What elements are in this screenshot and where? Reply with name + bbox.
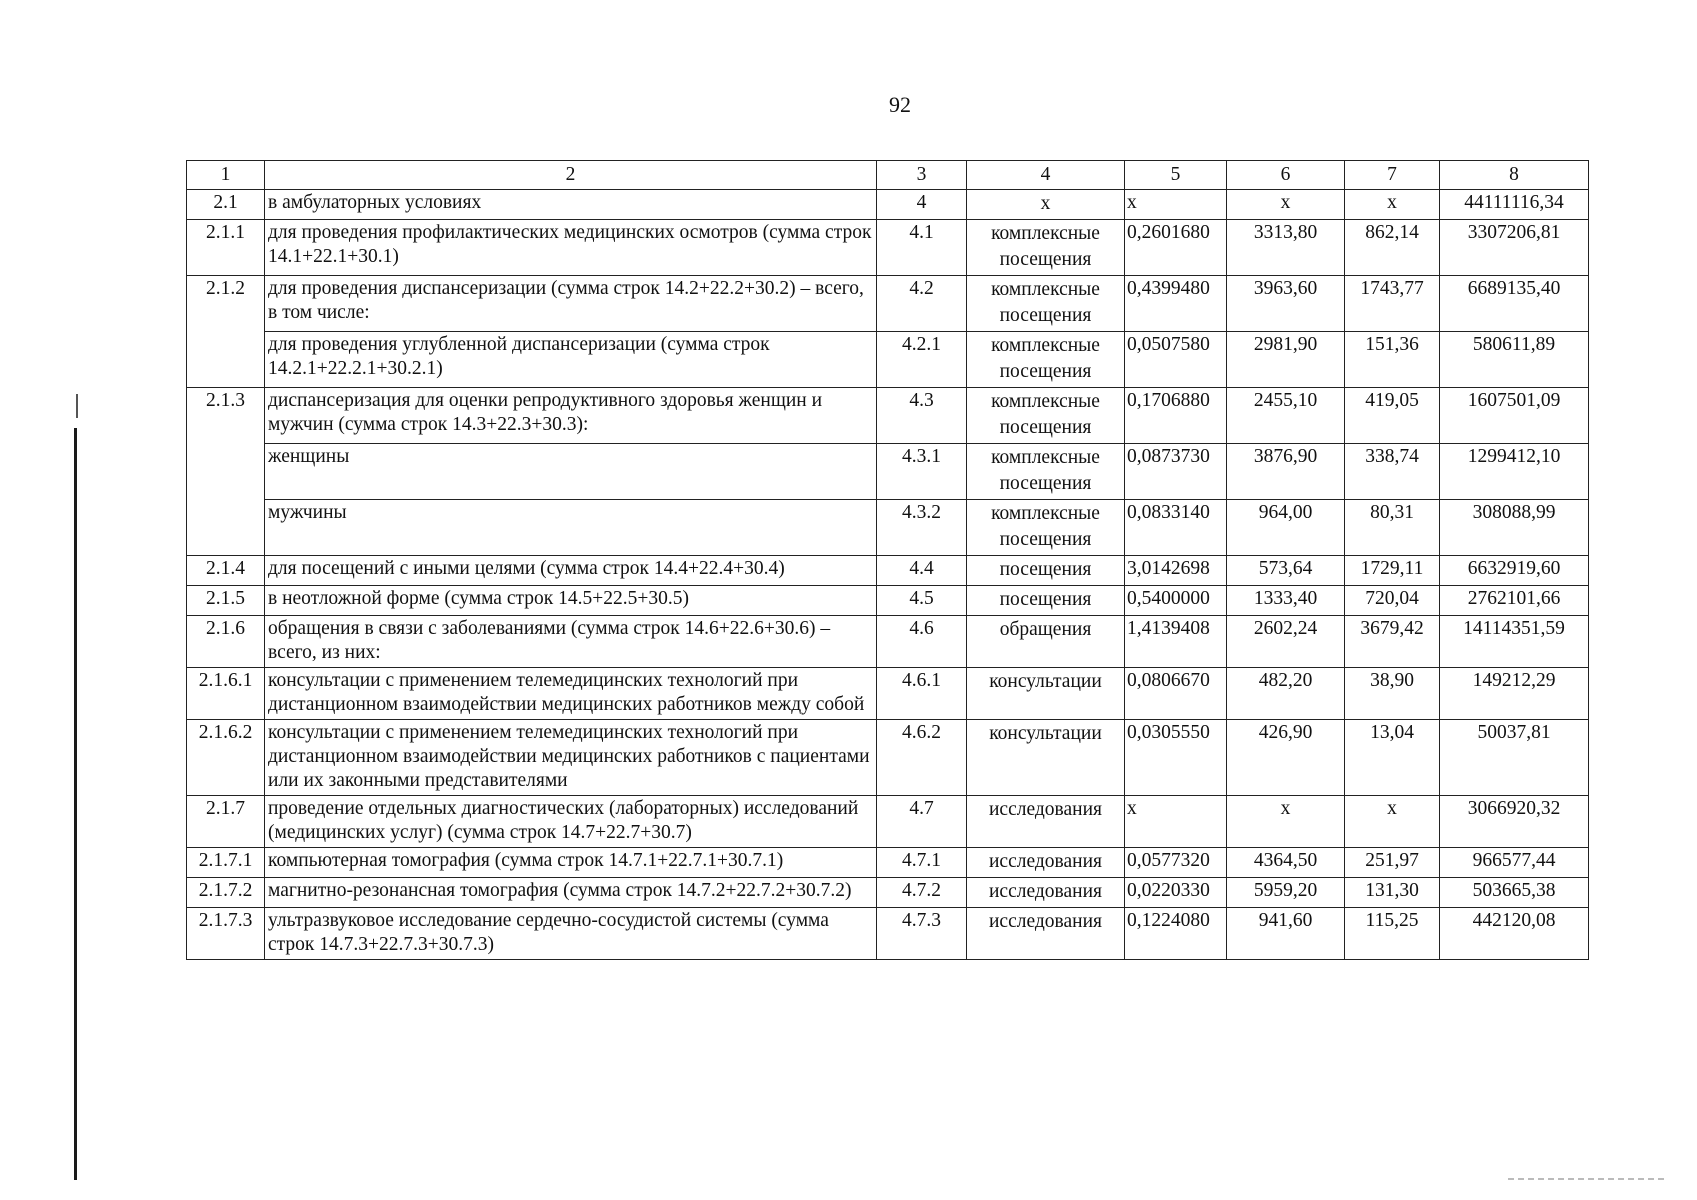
row-norm-cell: 0,0806670 xyxy=(1125,668,1227,720)
row-code-cell: 4.2 xyxy=(877,276,967,332)
column-header: 6 xyxy=(1227,161,1345,190)
row-per-capita-cell: 80,31 xyxy=(1345,500,1440,556)
row-total-cell: 6632919,60 xyxy=(1440,556,1589,586)
row-cost-cell: 3876,90 xyxy=(1227,444,1345,500)
row-cost-cell: 2981,90 xyxy=(1227,332,1345,388)
row-unit-cell: комплексные посещения xyxy=(967,332,1125,388)
table-row xyxy=(187,720,1589,796)
row-name-cell: диспансеризация для оценки репродуктивного здоровья женщин и мужчин (сумма строк 14.3+22.3+30.3): xyxy=(265,388,877,444)
row-code-cell: 4 xyxy=(877,190,967,220)
row-norm-cell: 0,0220330 xyxy=(1125,878,1227,908)
row-norm-cell: 1,4139408 xyxy=(1125,616,1227,668)
table-header-row xyxy=(187,161,1589,190)
row-code-cell: 4.6.2 xyxy=(877,720,967,796)
row-cost-cell: 573,64 xyxy=(1227,556,1345,586)
row-per-capita-cell: 419,05 xyxy=(1345,388,1440,444)
row-code-cell: 4.7 xyxy=(877,796,967,848)
row-unit-cell: комплексные посещения xyxy=(967,444,1125,500)
row-number-cell: 2.1 xyxy=(187,190,265,220)
row-number-cell: 2.1.7.3 xyxy=(187,908,265,960)
table-row xyxy=(187,796,1589,848)
row-unit-cell: исследования xyxy=(967,878,1125,908)
row-total-cell: 50037,81 xyxy=(1440,720,1589,796)
row-number-cell: 2.1.3 xyxy=(187,388,265,556)
row-per-capita-cell: 151,36 xyxy=(1345,332,1440,388)
row-unit-cell: исследования xyxy=(967,796,1125,848)
row-cost-cell: х xyxy=(1227,190,1345,220)
row-per-capita-cell: 131,30 xyxy=(1345,878,1440,908)
row-name-cell: магнитно-резонансная томография (сумма строк 14.7.2+22.7.2+30.7.2) xyxy=(265,878,877,908)
row-norm-cell: 0,2601680 xyxy=(1125,220,1227,276)
row-name-cell: женщины xyxy=(265,444,877,500)
row-code-cell: 4.7.3 xyxy=(877,908,967,960)
table-row xyxy=(187,616,1589,668)
column-header: 8 xyxy=(1440,161,1589,190)
row-code-cell: 4.3 xyxy=(877,388,967,444)
row-per-capita-cell: 3679,42 xyxy=(1345,616,1440,668)
row-norm-cell: 0,1706880 xyxy=(1125,388,1227,444)
row-number-cell: 2.1.7.1 xyxy=(187,848,265,878)
row-per-capita-cell: х xyxy=(1345,190,1440,220)
row-unit-cell: обращения xyxy=(967,616,1125,668)
row-number-cell: 2.1.6.2 xyxy=(187,720,265,796)
table-row xyxy=(187,908,1589,960)
row-total-cell: 503665,38 xyxy=(1440,878,1589,908)
row-total-cell: 3066920,32 xyxy=(1440,796,1589,848)
row-number-cell: 2.1.2 xyxy=(187,276,265,388)
row-total-cell: 580611,89 xyxy=(1440,332,1589,388)
row-code-cell: 4.3.1 xyxy=(877,444,967,500)
row-code-cell: 4.3.2 xyxy=(877,500,967,556)
row-number-cell: 2.1.6.1 xyxy=(187,668,265,720)
row-cost-cell: х xyxy=(1227,796,1345,848)
row-per-capita-cell: 1729,11 xyxy=(1345,556,1440,586)
row-total-cell: 308088,99 xyxy=(1440,500,1589,556)
row-cost-cell: 482,20 xyxy=(1227,668,1345,720)
row-total-cell: 44111116,34 xyxy=(1440,190,1589,220)
scan-artifact xyxy=(1508,1178,1668,1180)
row-cost-cell: 941,60 xyxy=(1227,908,1345,960)
row-norm-cell: 0,1224080 xyxy=(1125,908,1227,960)
column-header: 2 xyxy=(265,161,877,190)
row-per-capita-cell: 115,25 xyxy=(1345,908,1440,960)
row-cost-cell: 3313,80 xyxy=(1227,220,1345,276)
row-number-cell: 2.1.6 xyxy=(187,616,265,668)
table-row xyxy=(187,668,1589,720)
row-unit-cell: консультации xyxy=(967,668,1125,720)
row-per-capita-cell: 251,97 xyxy=(1345,848,1440,878)
row-unit-cell: консультации xyxy=(967,720,1125,796)
row-code-cell: 4.4 xyxy=(877,556,967,586)
row-norm-cell: 0,0833140 xyxy=(1125,500,1227,556)
row-unit-cell: посещения xyxy=(967,586,1125,616)
table-row xyxy=(187,848,1589,878)
table-row xyxy=(187,878,1589,908)
row-code-cell: 4.5 xyxy=(877,586,967,616)
row-total-cell: 2762101,66 xyxy=(1440,586,1589,616)
table-row xyxy=(187,556,1589,586)
row-unit-cell: комплексные посещения xyxy=(967,276,1125,332)
row-name-cell: для проведения профилактических медицинских осмотров (сумма строк 14.1+22.1+30.1) xyxy=(265,220,877,276)
row-norm-cell: 0,5400000 xyxy=(1125,586,1227,616)
row-unit-cell: исследования xyxy=(967,848,1125,878)
row-per-capita-cell: 13,04 xyxy=(1345,720,1440,796)
page-number: 92 xyxy=(889,92,911,117)
row-per-capita-cell: 1743,77 xyxy=(1345,276,1440,332)
row-name-cell: мужчины xyxy=(265,500,877,556)
row-norm-cell: 0,4399480 xyxy=(1125,276,1227,332)
row-cost-cell: 2602,24 xyxy=(1227,616,1345,668)
row-norm-cell: 0,0577320 xyxy=(1125,848,1227,878)
table-row xyxy=(187,586,1589,616)
row-unit-cell: комплексные посещения xyxy=(967,500,1125,556)
row-cost-cell: 5959,20 xyxy=(1227,878,1345,908)
column-header: 1 xyxy=(187,161,265,190)
table-row xyxy=(187,190,1589,220)
column-header: 4 xyxy=(967,161,1125,190)
row-name-cell: для проведения диспансеризации (сумма строк 14.2+22.2+30.2) – всего, в том числе: xyxy=(265,276,877,332)
scan-margin-line xyxy=(74,428,77,1180)
row-number-cell: 2.1.7.2 xyxy=(187,878,265,908)
row-total-cell: 149212,29 xyxy=(1440,668,1589,720)
row-code-cell: 4.7.2 xyxy=(877,878,967,908)
table-row xyxy=(187,444,1589,500)
row-number-cell: 2.1.1 xyxy=(187,220,265,276)
row-name-cell: компьютерная томография (сумма строк 14.7.1+22.7.1+30.7.1) xyxy=(265,848,877,878)
table-body xyxy=(187,190,1589,960)
row-total-cell: 6689135,40 xyxy=(1440,276,1589,332)
row-name-cell: консультации с применением телемедицинских технологий при дистанционном взаимодействии медицинских работников между собой xyxy=(265,668,877,720)
row-number-cell: 2.1.4 xyxy=(187,556,265,586)
table-row xyxy=(187,220,1589,276)
table-row xyxy=(187,388,1589,444)
scan-margin-mark xyxy=(76,394,78,418)
row-cost-cell: 426,90 xyxy=(1227,720,1345,796)
row-name-cell: ультразвуковое исследование сердечно-сосудистой системы (сумма строк 14.7.3+22.7.3+30.7.3) xyxy=(265,908,877,960)
row-name-cell: консультации с применением телемедицинских технологий при дистанционном взаимодействии медицинских работников с пациентами или их законными представителями xyxy=(265,720,877,796)
row-norm-cell: 0,0873730 xyxy=(1125,444,1227,500)
column-header: 5 xyxy=(1125,161,1227,190)
row-name-cell: в неотложной форме (сумма строк 14.5+22.5+30.5) xyxy=(265,586,877,616)
table-row xyxy=(187,500,1589,556)
row-total-cell: 1299412,10 xyxy=(1440,444,1589,500)
row-code-cell: 4.7.1 xyxy=(877,848,967,878)
row-unit-cell: х xyxy=(967,190,1125,220)
row-norm-cell: 0,0507580 xyxy=(1125,332,1227,388)
row-code-cell: 4.6.1 xyxy=(877,668,967,720)
row-unit-cell: исследования xyxy=(967,908,1125,960)
column-header: 3 xyxy=(877,161,967,190)
row-per-capita-cell: 38,90 xyxy=(1345,668,1440,720)
row-cost-cell: 4364,50 xyxy=(1227,848,1345,878)
row-norm-cell: х xyxy=(1125,190,1227,220)
row-name-cell: для посещений с иными целями (сумма строк 14.4+22.4+30.4) xyxy=(265,556,877,586)
row-unit-cell: посещения xyxy=(967,556,1125,586)
row-unit-cell: комплексные посещения xyxy=(967,388,1125,444)
row-code-cell: 4.1 xyxy=(877,220,967,276)
row-total-cell: 14114351,59 xyxy=(1440,616,1589,668)
row-total-cell: 966577,44 xyxy=(1440,848,1589,878)
table-row xyxy=(187,332,1589,388)
row-total-cell: 3307206,81 xyxy=(1440,220,1589,276)
row-cost-cell: 2455,10 xyxy=(1227,388,1345,444)
row-unit-cell: комплексные посещения xyxy=(967,220,1125,276)
row-cost-cell: 1333,40 xyxy=(1227,586,1345,616)
row-norm-cell: х xyxy=(1125,796,1227,848)
row-name-cell: для проведения углубленной диспансеризации (сумма строк 14.2.1+22.2.1+30.2.1) xyxy=(265,332,877,388)
row-norm-cell: 3,0142698 xyxy=(1125,556,1227,586)
table-row xyxy=(187,276,1589,332)
row-name-cell: в амбулаторных условиях xyxy=(265,190,877,220)
tariff-table xyxy=(186,160,1589,960)
row-per-capita-cell: х xyxy=(1345,796,1440,848)
row-number-cell: 2.1.7 xyxy=(187,796,265,848)
row-cost-cell: 3963,60 xyxy=(1227,276,1345,332)
row-per-capita-cell: 720,04 xyxy=(1345,586,1440,616)
row-code-cell: 4.2.1 xyxy=(877,332,967,388)
row-total-cell: 442120,08 xyxy=(1440,908,1589,960)
row-number-cell: 2.1.5 xyxy=(187,586,265,616)
row-name-cell: обращения в связи с заболеваниями (сумма строк 14.6+22.6+30.6) – всего, из них: xyxy=(265,616,877,668)
row-total-cell: 1607501,09 xyxy=(1440,388,1589,444)
row-per-capita-cell: 338,74 xyxy=(1345,444,1440,500)
column-header: 7 xyxy=(1345,161,1440,190)
row-code-cell: 4.6 xyxy=(877,616,967,668)
row-name-cell: проведение отдельных диагностических (лабораторных) исследований (медицинских услуг) (сумма строк 14.7+22.7+30.7) xyxy=(265,796,877,848)
row-per-capita-cell: 862,14 xyxy=(1345,220,1440,276)
row-norm-cell: 0,0305550 xyxy=(1125,720,1227,796)
row-cost-cell: 964,00 xyxy=(1227,500,1345,556)
